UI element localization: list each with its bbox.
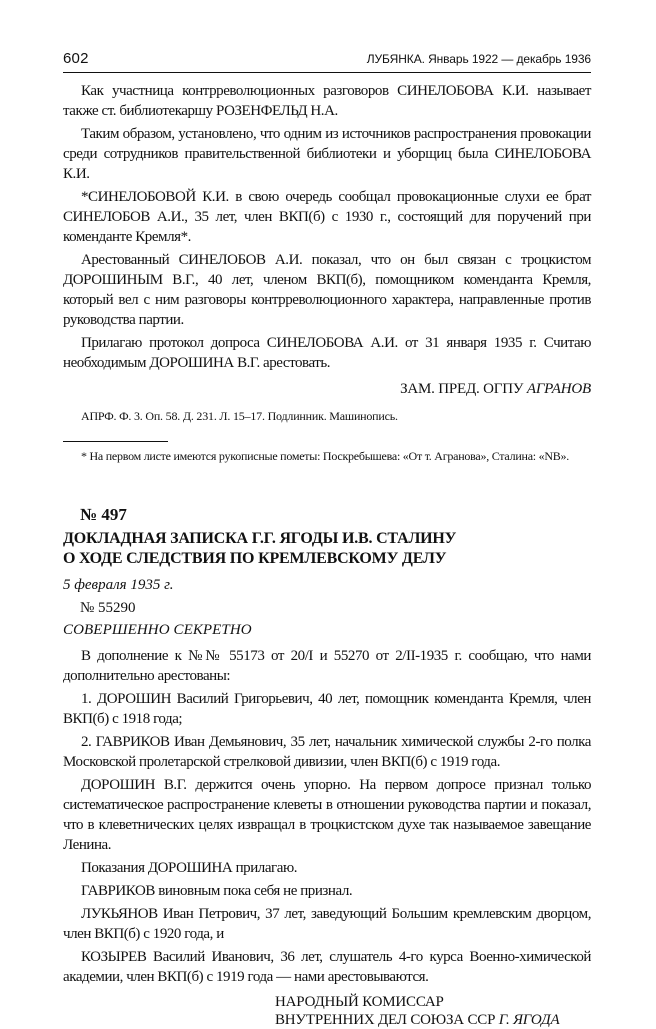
signature-position: ВНУТРЕННИХ ДЕЛ СОЮЗА ССР bbox=[275, 1012, 496, 1028]
archive-reference: АПРФ. Ф. 3. Оп. 58. Д. 231. Л. 15–17. Подлинник. Машинопись. bbox=[81, 409, 398, 423]
page-number: 602 bbox=[63, 50, 89, 67]
classification-label: СОВЕРШЕННО СЕКРЕТНО bbox=[63, 622, 252, 638]
paragraph: Прилагаю протокол допроса СИНЕЛОБОВА А.И. от 31 января 1935 г. Считаю необходимым ДОРОШИНА В.Г. арестовать. bbox=[63, 335, 591, 371]
paragraph: Арестованный СИНЕЛОБОВ А.И. показал, что он был связан с троцкистом ДОРОШИНЫМ В.Г., 40 лет, членом ВКП(б), помощником коменданта Кремля, который вел с ним разговоры контрреволюционного характера, направленные против руководства партии. bbox=[63, 252, 591, 328]
book-page bbox=[63, 50, 591, 1029]
final-signature-block bbox=[63, 993, 591, 1029]
signature-block bbox=[63, 379, 591, 399]
signature-name: Г. ЯГОДА bbox=[498, 1012, 560, 1028]
paragraph: В дополнение к №№ 55173 от 20/I и 55270 от 2/II-1935 г. сообщаю, что нами дополнительно арестованы: bbox=[63, 648, 591, 684]
paragraph: 2. ГАВРИКОВ Иван Демьянович, 35 лет, начальник химической службы 2-го полка Московской пролетарской стрелковой дивизии, член ВКП(б) с 1919 года. bbox=[63, 734, 591, 770]
paragraph: Как участница контрреволюционных разговоров СИНЕЛОБОВА К.И. называет также ст. библиотекаршу РОЗЕНФЕЛЬД Н.А. bbox=[63, 83, 591, 119]
paragraph: Таким образом, установлено, что одним из источников распространения провокации среди сотрудников правительственной библиотеки и уборщиц была СИНЕЛОБОВА К.И. bbox=[63, 126, 591, 182]
document-body bbox=[63, 646, 591, 987]
running-head bbox=[63, 50, 591, 73]
document-title-line: О ХОДЕ СЛЕДСТВИЯ ПО КРЕМЛЕВСКОМУ ДЕЛУ bbox=[63, 550, 447, 567]
previous-document-body bbox=[63, 81, 591, 373]
paragraph: *СИНЕЛОБОВОЙ К.И. в свою очередь сообщал провокационные слухи ее брат СИНЕЛОБОВ А.И., 35 лет, член ВКП(б) с 1930 г., состоящий для поручений при коменданте Кремля*. bbox=[63, 189, 591, 245]
signature-position: ЗАМ. ПРЕД. ОГПУ bbox=[400, 381, 524, 397]
outgoing-number: № 55290 bbox=[80, 600, 136, 616]
document-title bbox=[63, 529, 591, 569]
paragraph: ДОРОШИН В.Г. держится очень упорно. На первом допросе признал только систематическое распространение клеветы в отношении руководства партии и показал, что в клеветнических целях извращал в троцкистском духе так называемое завещание Ленина. bbox=[63, 777, 591, 853]
paragraph: 1. ДОРОШИН Василий Григорьевич, 40 лет, помощник коменданта Кремля, член ВКП(б) с 1918 года; bbox=[63, 691, 591, 727]
signature-line: НАРОДНЫЙ КОМИССАР bbox=[275, 994, 444, 1010]
paragraph: Показания ДОРОШИНА прилагаю. bbox=[81, 860, 298, 876]
paragraph: ГАВРИКОВ виновным пока себя не признал. bbox=[81, 883, 353, 899]
footnote: * На первом листе имеются рукописные пометы: Поскребышева: «От т. Агранова», Сталина: «NB». bbox=[81, 449, 570, 463]
signature-line bbox=[275, 1011, 591, 1029]
document-number: № 497 bbox=[80, 505, 127, 524]
document-date: 5 февраля 1935 г. bbox=[63, 577, 174, 593]
footnote-divider bbox=[63, 441, 168, 442]
document-title-line: ДОКЛАДНАЯ ЗАПИСКА Г.Г. ЯГОДЫ И.В. СТАЛИНУ bbox=[63, 530, 457, 547]
paragraph: КОЗЫРЕВ Василий Иванович, 36 лет, слушатель 4-го курса Военно-химической академии, член ВКП(б) с 1919 года — нами арестовываются. bbox=[63, 949, 591, 985]
signature-name: АГРАНОВ bbox=[526, 381, 591, 397]
running-title: ЛУБЯНКА. Январь 1922 — декабрь 1936 bbox=[366, 52, 591, 66]
paragraph: ЛУКЬЯНОВ Иван Петрович, 37 лет, заведующий Большим кремлевским дворцом, член ВКП(б) с 1920 года, и bbox=[63, 906, 591, 942]
